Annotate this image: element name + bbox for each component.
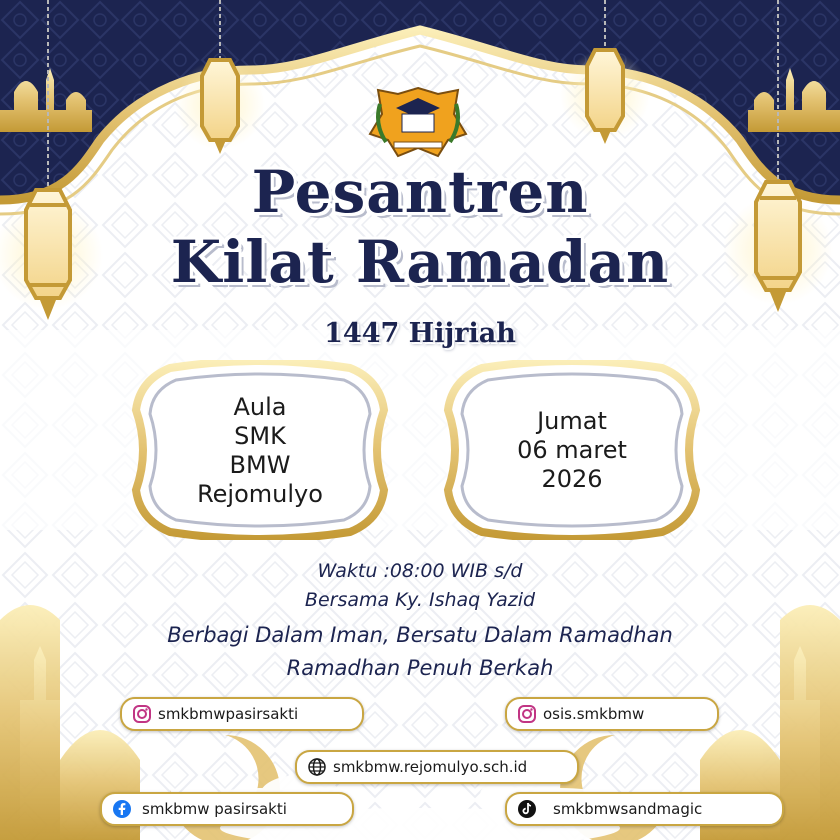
title-line-2: Kilat Ramadan [170, 228, 670, 296]
tiktok-handle: smkbmwsandmagic [553, 800, 703, 818]
location-line: Aula [233, 393, 287, 421]
tagline-1: Berbagi Dalam Iman, Bersatu Dalam Ramadhan [167, 623, 673, 647]
instagram-pill-2[interactable] [505, 697, 719, 731]
instagram-handle-1: smkbmwpasirsakti [158, 705, 299, 723]
instagram-pill-1[interactable] [120, 697, 364, 731]
tiktok-icon [517, 799, 537, 819]
instagram-handle-2: osis.smkbmw [543, 705, 645, 723]
title-line-1: Pesantren [251, 158, 589, 226]
tagline-2: Ramadhan Penuh Berkah [286, 656, 554, 680]
location-line: Rejomulyo [197, 480, 323, 508]
hijri-year: 1447 Hijriah [324, 318, 516, 349]
facebook-pill[interactable] [100, 792, 354, 826]
school-emblem-icon [358, 84, 478, 160]
date-line: Jumat [537, 407, 607, 435]
speaker-text: Bersama Ky. Ishaq Yazid [304, 589, 536, 611]
location-line: BMW [229, 451, 291, 479]
date-text [452, 407, 692, 494]
website-pill[interactable] [295, 750, 579, 784]
globe-icon [307, 757, 327, 777]
instagram-icon [132, 704, 152, 724]
tiktok-pill[interactable] [505, 792, 784, 826]
website-url: smkbmw.rejomulyo.sch.id [333, 758, 528, 776]
date-line: 2026 [541, 465, 603, 493]
facebook-icon [112, 799, 132, 819]
location-text [140, 393, 380, 509]
instagram-icon [517, 704, 537, 724]
location-line: SMK [234, 422, 286, 450]
facebook-handle: smkbmw pasirsakti [142, 800, 287, 818]
date-line: 06 maret [517, 436, 627, 464]
time-text: Waktu :08:00 WIB s/d [317, 560, 523, 582]
